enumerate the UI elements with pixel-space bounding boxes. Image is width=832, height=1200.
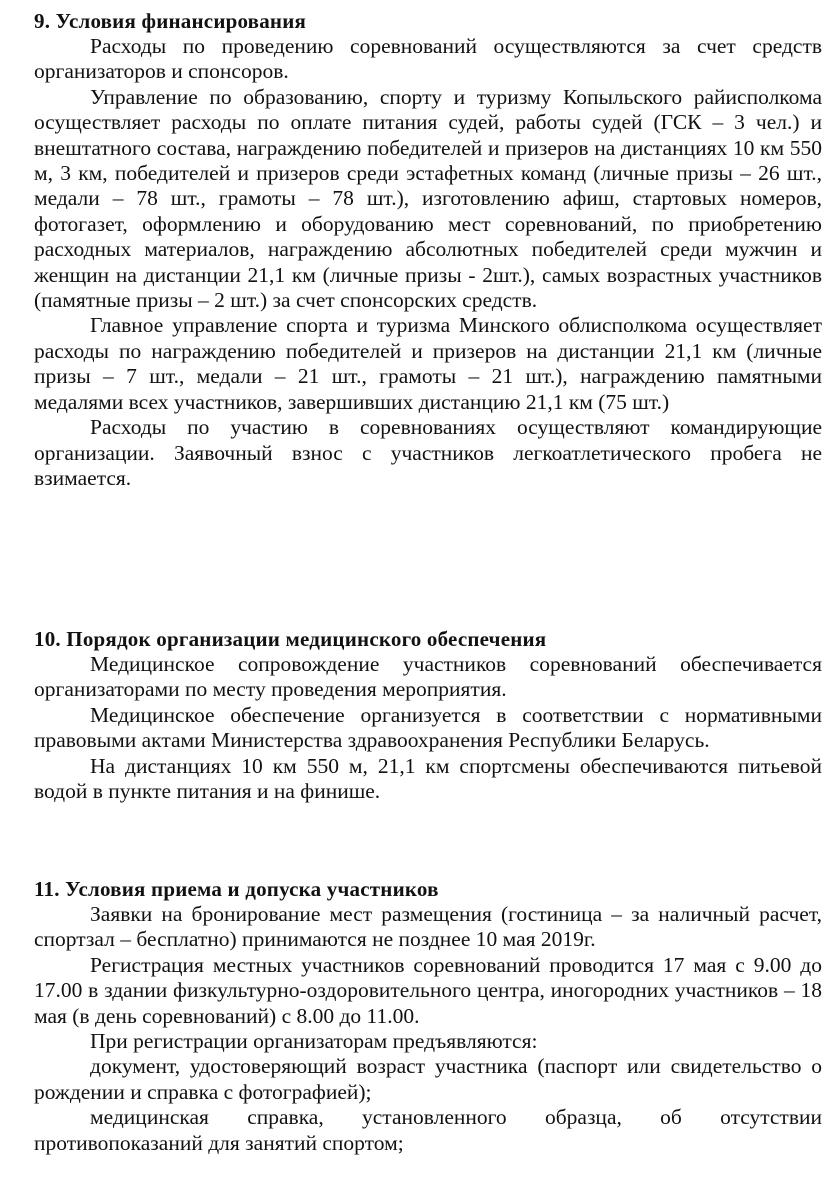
paragraph: Медицинское сопровождение участников соревнований обеспечивается организаторами по месту проведения мероприятия.	[34, 652, 822, 702]
paragraph: При регистрации организаторам предъявляются:	[90, 1029, 538, 1054]
paragraph: Расходы по проведению соревнований осуществляются за счет средств организаторов и спонсоров.	[34, 34, 822, 84]
paragraph: Управление по образованию, спорту и туризму Копыльского райисполкома осуществляет расходы по оплате питания судей, работы судей (ГСК – 3 чел.) и внештатного состава, награждению победителей и призеров на дистанциях 10 км 550 м, 3 км, победителей и призеров среди эстафетных команд (личные призы – 26 шт., медали – 78 шт., грамоты – 78 шт.), изготовлению афиш, стартовых номеров, фотогазет, оформлению и оборудованию мест соревнований, по приобретению расходных материалов, награждению абсолютных победителей среди мужчин и женщин на дистанции 21,1 км (личные призы - 2шт.), самых возрастных участников (памятные призы – 2 шт.) за счет спонсорских средств.	[34, 84, 822, 313]
paragraph: медицинская справка, установленного образца, об отсутствии противопоказаний для занятий спортом;	[34, 1105, 822, 1155]
section-heading: 10. Порядок организации медицинского обеспечения	[34, 627, 547, 651]
section-heading: 11. Условия приема и допуска участников	[34, 877, 439, 901]
paragraph: Медицинское обеспечение организуется в соответствии с нормативными правовыми актами Министерства здравоохранения Республики Беларусь.	[34, 702, 822, 753]
section-medical	[34, 626, 822, 804]
paragraph: документ, удостоверяющий возраст участника (паспорт или свидетельство о рождении и справка с фотографией);	[34, 1054, 822, 1104]
paragraph: Регистрация местных участников соревнований проводится 17 мая с 9.00 до 17.00 в здании физкультурно-оздоровительного центра, иногородних участников – 18 мая (в день соревнований) с 8.00 до 11.00.	[34, 952, 822, 1028]
paragraph: Расходы по участию в соревнованиях осуществляют командирующие организации. Заявочный взнос с участников легкоатлетического пробега не взимается.	[34, 415, 822, 490]
paragraph: Заявки на бронирование мест размещения (гостиница – за наличный расчет, спортзал – бесплатно) принимаются не позднее 10 мая 2019г.	[34, 902, 822, 952]
section-heading: 9. Условия финансирования	[34, 9, 307, 33]
section-admission	[34, 876, 822, 1156]
paragraph: Главное управление спорта и туризма Минского облисполкома осуществляет расходы по награждению победителей и призеров на дистанции 21,1 км (личные призы – 7 шт., медали – 21 шт., грамоты – 21 шт.), награждению памятными медалями всех участников, завершивших дистанцию 21,1 км (75 шт.)	[34, 313, 822, 414]
section-financing	[34, 8, 822, 491]
paragraph: На дистанциях 10 км 550 м, 21,1 км спортсмены обеспечиваются питьевой водой в пункте питания и на финише.	[34, 753, 822, 804]
